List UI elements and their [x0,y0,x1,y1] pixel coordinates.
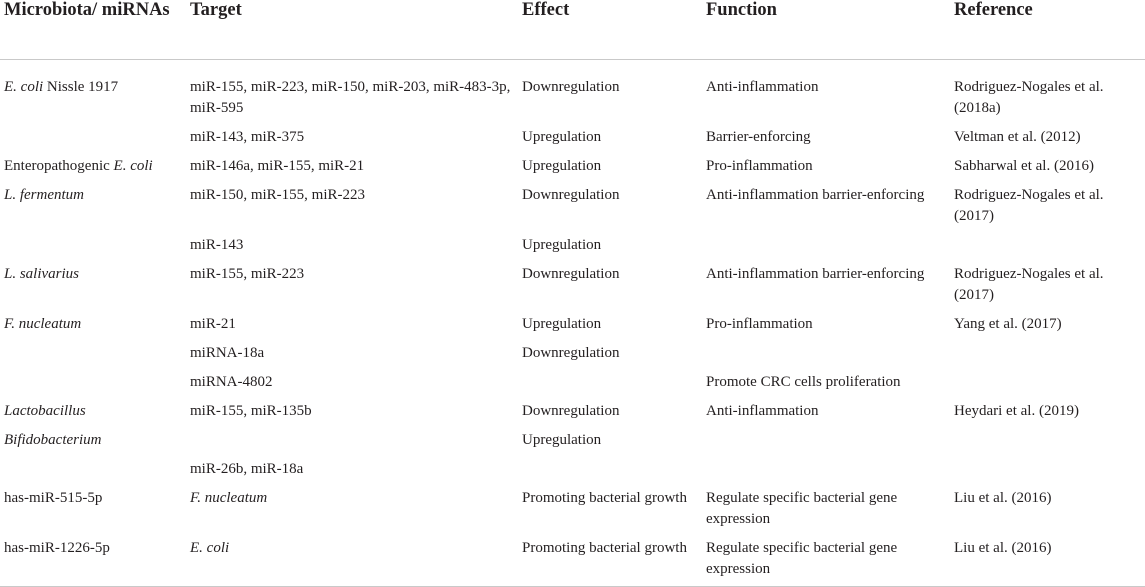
cell-microbiota: L. salivarius [4,266,80,282]
table-row [0,177,1145,227]
cell-function [702,227,950,256]
table-row [0,119,1145,148]
cell-microbiota: has-miR-515-5p [4,490,103,506]
cell-target: miR-150, miR-155, miR-223 [190,187,366,203]
cell-function [702,422,950,451]
cell-effect: Downregulation [522,266,620,282]
cell-target: miR-26b, miR-18a [190,461,304,477]
header-function: Function [702,0,950,60]
header-effect: Effect [518,0,702,60]
cell-reference: Sabharwal et al. (2016) [954,158,1094,174]
cell-reference [950,451,1145,480]
cell-target: miRNA-4802 [190,374,273,390]
cell-target: miRNA-18a [190,345,265,361]
cell-target: miR-155, miR-135b [190,403,312,419]
cell-effect: Upregulation [522,237,602,253]
cell-microbiota: Lactobacillus [4,403,86,419]
cell-effect: Downregulation [522,187,620,203]
table-row [0,530,1145,587]
cell-reference: Rodriguez-Nogales et al. (2017) [954,266,1104,303]
cell-function [702,451,950,480]
cell-target: miR-155, miR-223, miR-150, miR-203, miR-483-3p, miR-595 [190,79,511,116]
header-microbiota: Microbiota/ miRNAs [0,0,186,60]
cell-microbiota [0,364,186,393]
cell-reference [950,422,1145,451]
cell-function: Barrier-enforcing [706,129,811,145]
cell-target: miR-21 [190,316,236,332]
cell-microbiota [0,227,186,256]
cell-effect: Upregulation [522,316,602,332]
cell-microbiota: Enteropathogenic E. coli [4,158,153,174]
cell-function: Regulate specific bacterial gene expression [706,490,898,527]
cell-target: E. coli [186,530,518,587]
cell-effect: Promoting bacterial growth [518,530,702,587]
cell-target: miR-143, miR-375 [190,129,305,145]
cell-target: miR-146a, miR-155, miR-21 [190,158,365,174]
cell-effect: Upregulation [522,158,602,174]
table-row [0,256,1145,306]
table-row [0,335,1145,364]
cell-microbiota: L. fermentum [4,187,84,203]
cell-effect: Downregulation [522,79,620,95]
cell-function: Anti-inflammation [706,403,819,419]
cell-reference [950,364,1145,393]
cell-target: F. nucleatum [190,490,268,506]
cell-effect: Downregulation [522,403,620,419]
cell-microbiota [0,119,186,148]
cell-microbiota: has-miR-1226-5p [0,530,186,587]
header-row [0,0,1145,60]
cell-function: Promote CRC cells proliferation [706,374,901,390]
cell-function: Pro-inflammation [706,316,813,332]
cell-target: miR-143 [190,237,244,253]
cell-effect: Upregulation [522,129,602,145]
table-row [0,480,1145,530]
cell-reference: Rodriguez-Nogales et al. (2017) [954,187,1104,224]
cell-microbiota [0,335,186,364]
cell-reference: Veltman et al. (2012) [954,129,1081,145]
cell-effect: Upregulation [522,432,602,448]
cell-reference: Liu et al. (2016) [954,490,1052,506]
table-row [0,148,1145,177]
cell-target: miR-155, miR-223 [190,266,305,282]
table-row [0,364,1145,393]
cell-effect [518,364,702,393]
cell-reference: Rodriguez-Nogales et al. (2018a) [954,79,1104,116]
cell-function: Anti-inflammation [706,79,819,95]
cell-microbiota: E. coli Nissle 1917 [4,79,119,95]
cell-reference: Heydari et al. (2019) [954,403,1079,419]
table-row [0,422,1145,451]
cell-function: Pro-inflammation [706,158,813,174]
cell-effect: Promoting bacterial growth [522,490,687,506]
header-target: Target [186,0,518,60]
cell-function: Anti-inflammation barrier-enforcing [706,187,925,203]
cell-microbiota [0,451,186,480]
cell-effect [518,451,702,480]
table-row [0,60,1145,120]
cell-reference [950,335,1145,364]
table-row [0,306,1145,335]
table-row [0,451,1145,480]
cell-function [702,335,950,364]
cell-effect: Downregulation [522,345,620,361]
cell-function: Anti-inflammation barrier-enforcing [706,266,925,282]
table-row [0,227,1145,256]
cell-microbiota: Bifidobacterium [4,432,102,448]
table-row [0,393,1145,422]
cell-target [186,422,518,451]
cell-microbiota: F. nucleatum [4,316,82,332]
cell-function: Regulate specific bacterial gene expression [702,530,950,587]
cell-reference: Yang et al. (2017) [954,316,1062,332]
cell-reference [950,227,1145,256]
cell-reference: Liu et al. (2016) [950,530,1145,587]
header-reference: Reference [950,0,1145,60]
